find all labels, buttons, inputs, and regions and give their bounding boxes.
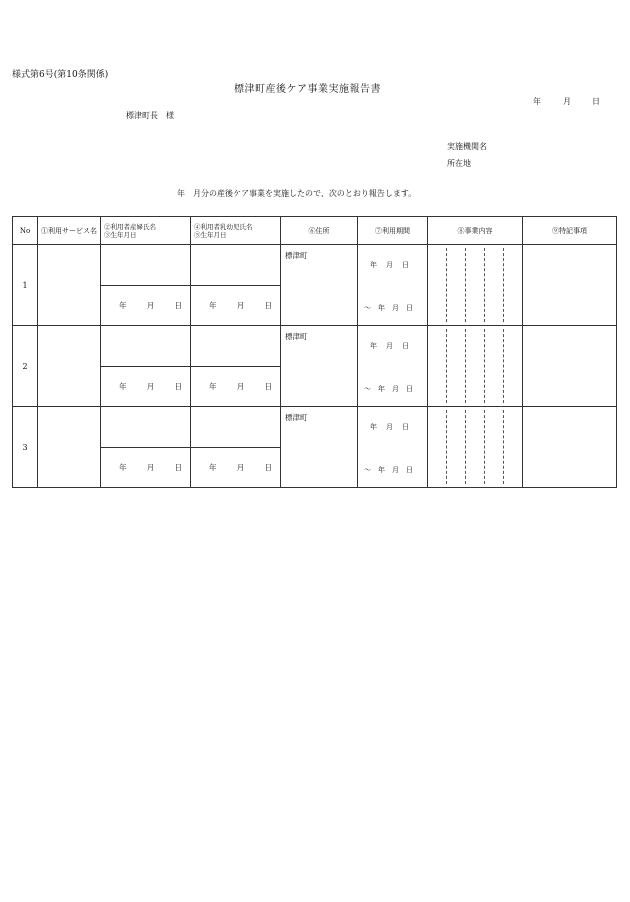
row-number: 3 — [13, 407, 38, 488]
table-row — [13, 245, 617, 286]
document-title: 標津町産後ケア事業実施報告書 — [234, 84, 381, 95]
month-label: 月 — [236, 300, 245, 310]
year-label: 年 — [119, 300, 127, 310]
address-cell[interactable]: 標津町 — [281, 245, 358, 326]
mother-name-cell[interactable] — [101, 245, 191, 286]
dashed-divider — [503, 410, 504, 484]
child-birthdate-cell[interactable] — [191, 366, 281, 407]
content-cell[interactable] — [428, 407, 523, 488]
period-end: ～ 年 月 日 — [364, 466, 413, 474]
row-number: 2 — [13, 326, 38, 407]
header-address: ⑥住所 — [281, 217, 358, 245]
date-month-label: 月 — [563, 97, 571, 106]
table-row — [13, 407, 617, 448]
month-label: 月 — [236, 381, 245, 391]
month-label: 月 — [146, 462, 155, 472]
content-cell[interactable] — [428, 326, 523, 407]
addressee: 標津町長 様 — [126, 111, 174, 120]
child-name-cell[interactable] — [191, 407, 281, 448]
location-label: 所在地 — [447, 159, 471, 168]
month-label: 月 — [146, 381, 155, 391]
header-notes: ⑨特記事項 — [523, 217, 617, 245]
year-label: 年 — [119, 462, 127, 472]
month-label: 月 — [146, 300, 155, 310]
notes-cell[interactable] — [523, 245, 617, 326]
mother-birthdate-cell[interactable] — [101, 285, 191, 326]
header-child-name: ④利用者乳幼児氏名 — [194, 222, 253, 231]
header-service: ①利用サービス名 — [38, 217, 101, 245]
day-label: 日 — [174, 381, 182, 391]
day-label: 日 — [174, 462, 182, 472]
day-label: 日 — [264, 462, 272, 472]
dashed-divider — [503, 329, 504, 403]
dashed-divider — [465, 248, 466, 322]
notes-cell[interactable] — [523, 326, 617, 407]
dashed-divider — [484, 410, 485, 484]
header-period: ⑦利用期間 — [358, 217, 428, 245]
year-label: 年 — [209, 381, 217, 391]
year-label: 年 — [209, 300, 217, 310]
day-label: 日 — [264, 381, 272, 391]
header-mother-birthdate: ③生年月日 — [104, 230, 137, 239]
month-label: 月 — [236, 462, 245, 472]
service-cell[interactable] — [38, 245, 101, 326]
dashed-divider — [484, 248, 485, 322]
year-label: 年 — [209, 462, 217, 472]
period-end: ～ 年 月 日 — [364, 385, 413, 393]
year-label: 年 — [119, 381, 127, 391]
mother-birthdate-cell[interactable] — [101, 366, 191, 407]
address-cell[interactable]: 標津町 — [281, 326, 358, 407]
period-start: 年 月 日 — [370, 342, 410, 350]
content-cell[interactable] — [428, 245, 523, 326]
table-row — [13, 326, 617, 367]
child-name-cell[interactable] — [191, 245, 281, 286]
dashed-divider — [446, 410, 447, 484]
mother-birthdate-cell[interactable] — [101, 447, 191, 488]
period-start: 年 月 日 — [370, 261, 410, 269]
mother-name-cell[interactable] — [101, 407, 191, 448]
table-header-row — [13, 217, 617, 245]
dashed-divider — [503, 248, 504, 322]
service-cell[interactable] — [38, 326, 101, 407]
dashed-divider — [465, 410, 466, 484]
date-year-label: 年 — [533, 97, 541, 106]
period-end: ～ 年 月 日 — [364, 304, 413, 312]
period-start: 年 月 日 — [370, 423, 410, 431]
header-mother — [101, 217, 191, 245]
period-cell[interactable] — [358, 407, 428, 488]
org-name-label: 実施機関名 — [447, 142, 487, 151]
day-label: 日 — [264, 300, 272, 310]
header-child-birthdate: ⑤生年月日 — [194, 230, 227, 239]
date-day-label: 日 — [592, 97, 600, 106]
dashed-divider — [446, 248, 447, 322]
dashed-divider — [484, 329, 485, 403]
header-mother-name: ②利用者産婦氏名 — [104, 222, 156, 231]
header-content: ⑧事業内容 — [428, 217, 523, 245]
report-table — [12, 216, 617, 488]
row-number: 1 — [13, 245, 38, 326]
dashed-divider — [446, 329, 447, 403]
child-birthdate-cell[interactable] — [191, 285, 281, 326]
period-cell[interactable] — [358, 245, 428, 326]
period-cell[interactable] — [358, 326, 428, 407]
mother-name-cell[interactable] — [101, 326, 191, 367]
report-sentence: 年 月分の産後ケア事業を実施したので、次のとおり報告します。 — [177, 189, 417, 198]
service-cell[interactable] — [38, 407, 101, 488]
day-label: 日 — [174, 300, 182, 310]
form-number: 様式第6号(第10条関係) — [12, 70, 109, 80]
notes-cell[interactable] — [523, 407, 617, 488]
header-child — [191, 217, 281, 245]
dashed-divider — [465, 329, 466, 403]
header-no: No — [13, 217, 38, 245]
address-cell[interactable]: 標津町 — [281, 407, 358, 488]
child-name-cell[interactable] — [191, 326, 281, 367]
child-birthdate-cell[interactable] — [191, 447, 281, 488]
